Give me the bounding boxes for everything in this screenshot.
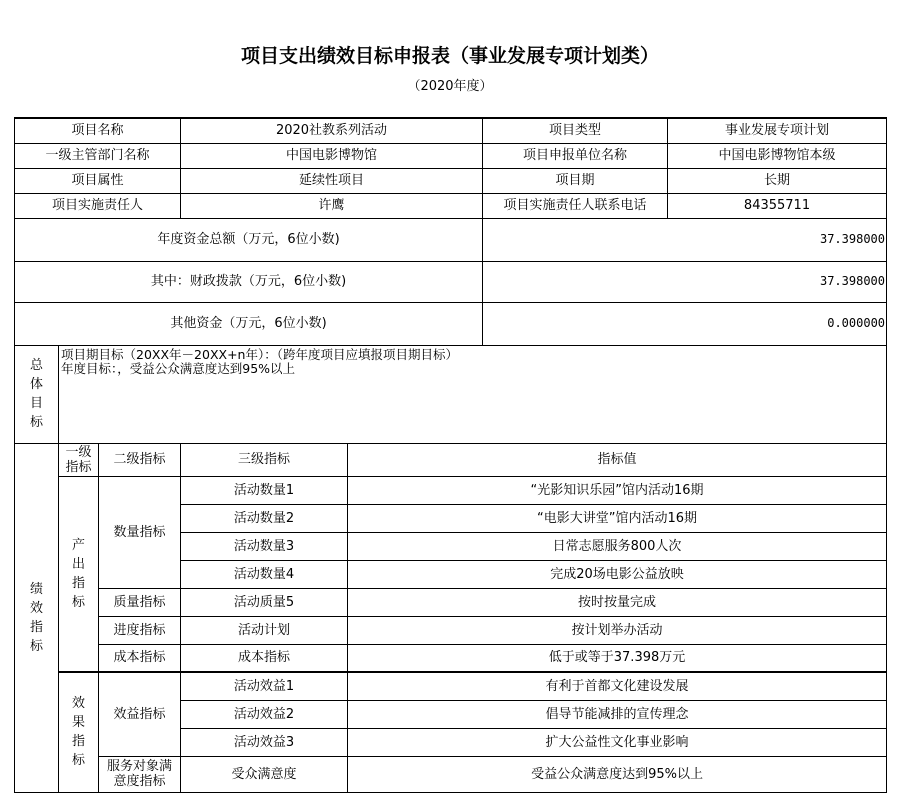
table-row-value: 受益公众满意度达到95%以上 <box>348 756 887 792</box>
project-name-label: 项目名称 <box>15 118 181 143</box>
fiscal-funds-label: 其中：财政拨款（万元，6位小数) <box>15 261 483 302</box>
benefit-indicators-label: 效益指标 <box>99 672 181 756</box>
project-name-value: 2020社教系列活动 <box>181 118 483 143</box>
table-row: 活动数量4 <box>181 560 348 588</box>
table-row: 活动效益2 <box>181 700 348 728</box>
output-indicators-label-text: 产出指标 <box>71 537 85 610</box>
project-type-label: 项目类型 <box>483 118 668 143</box>
fiscal-funds-value: 37.398000 <box>483 261 887 302</box>
cost-indicators-label: 成本指标 <box>99 644 181 672</box>
table-row: 活动效益3 <box>181 728 348 756</box>
dept-value: 中国电影博物馆 <box>181 143 483 168</box>
table-row-value: 扩大公益性文化事业影响 <box>348 728 887 756</box>
table-row: 活动计划 <box>181 616 348 644</box>
owner-value: 许鹰 <box>181 193 483 218</box>
period-label: 项目期 <box>483 168 668 193</box>
table-row-value: 按时按量完成 <box>348 588 887 616</box>
table-row: 活动数量3 <box>181 532 348 560</box>
table-row: 成本指标 <box>181 644 348 672</box>
table-row: 活动效益1 <box>181 672 348 700</box>
level2-header: 二级指标 <box>99 443 181 476</box>
level3-header: 三级指标 <box>181 443 348 476</box>
table-row-value: 有利于首都文化建设发展 <box>348 672 887 700</box>
unit-label: 项目申报单位名称 <box>483 143 668 168</box>
table-row-value: 低于或等于37.398万元 <box>348 644 887 672</box>
output-indicators-label <box>59 476 99 672</box>
page-title: 项目支出绩效目标申报表（事业发展专项计划类） <box>240 45 659 67</box>
goal-period-text: 项目期目标（20XX年－20XX+n年）：（跨年度项目应填报项目期目标） <box>61 346 458 362</box>
table-row-value: “光影知识乐园”馆内活动16期 <box>348 476 887 504</box>
satisfaction-indicators-label-text: 服务对象满意度指标 <box>107 759 173 789</box>
overall-goal-label-text: 总体目标 <box>29 358 43 430</box>
dept-label: 一级主管部门名称 <box>15 143 181 168</box>
attr-label: 项目属性 <box>15 168 181 193</box>
performance-target-table <box>14 117 887 793</box>
overall-goal-content <box>59 345 887 443</box>
performance-indicators-label <box>15 443 59 792</box>
table-row: 活动数量1 <box>181 476 348 504</box>
progress-indicators-label: 进度指标 <box>99 616 181 644</box>
table-row-value: 按计划举办活动 <box>348 616 887 644</box>
other-funds-value: 0.000000 <box>483 302 887 345</box>
period-value: 长期 <box>668 168 887 193</box>
phone-label: 项目实施责任人联系电话 <box>483 193 668 218</box>
project-type-value: 事业发展专项计划 <box>668 118 887 143</box>
other-funds-label: 其他资金（万元，6位小数) <box>15 302 483 345</box>
indicator-value-header: 指标值 <box>348 443 887 476</box>
quality-indicators-label: 质量指标 <box>99 588 181 616</box>
satisfaction-indicators-label <box>99 756 181 792</box>
performance-indicators-label-text: 绩效指标 <box>29 581 43 654</box>
table-row-value: 日常志愿服务800人次 <box>348 532 887 560</box>
effect-indicators-label <box>59 672 99 792</box>
goal-annual-text: 年度目标：，受益公众满意度达到95%以上 <box>61 360 296 376</box>
level1-header <box>59 443 99 476</box>
table-row: 活动数量2 <box>181 504 348 532</box>
table-row-value: 完成20场电影公益放映 <box>348 560 887 588</box>
owner-label: 项目实施责任人 <box>15 193 181 218</box>
effect-indicators-label-text: 效果指标 <box>71 696 85 769</box>
table-row: 受众满意度 <box>181 756 348 792</box>
unit-value: 中国电影博物馆本级 <box>668 143 887 168</box>
attr-value: 延续性项目 <box>181 168 483 193</box>
report-year: （2020年度） <box>407 79 493 94</box>
total-funds-label: 年度资金总额（万元，6位小数) <box>15 218 483 261</box>
overall-goal-label <box>15 345 59 443</box>
table-row-value: “电影大讲堂”馆内活动16期 <box>348 504 887 532</box>
table-row-value: 倡导节能减排的宣传理念 <box>348 700 887 728</box>
table-row: 活动质量5 <box>181 588 348 616</box>
level1-header-text: 一级指标 <box>65 444 92 475</box>
quantity-indicators-label: 数量指标 <box>99 476 181 588</box>
total-funds-value: 37.398000 <box>483 218 887 261</box>
phone-value: 84355711 <box>668 193 887 218</box>
